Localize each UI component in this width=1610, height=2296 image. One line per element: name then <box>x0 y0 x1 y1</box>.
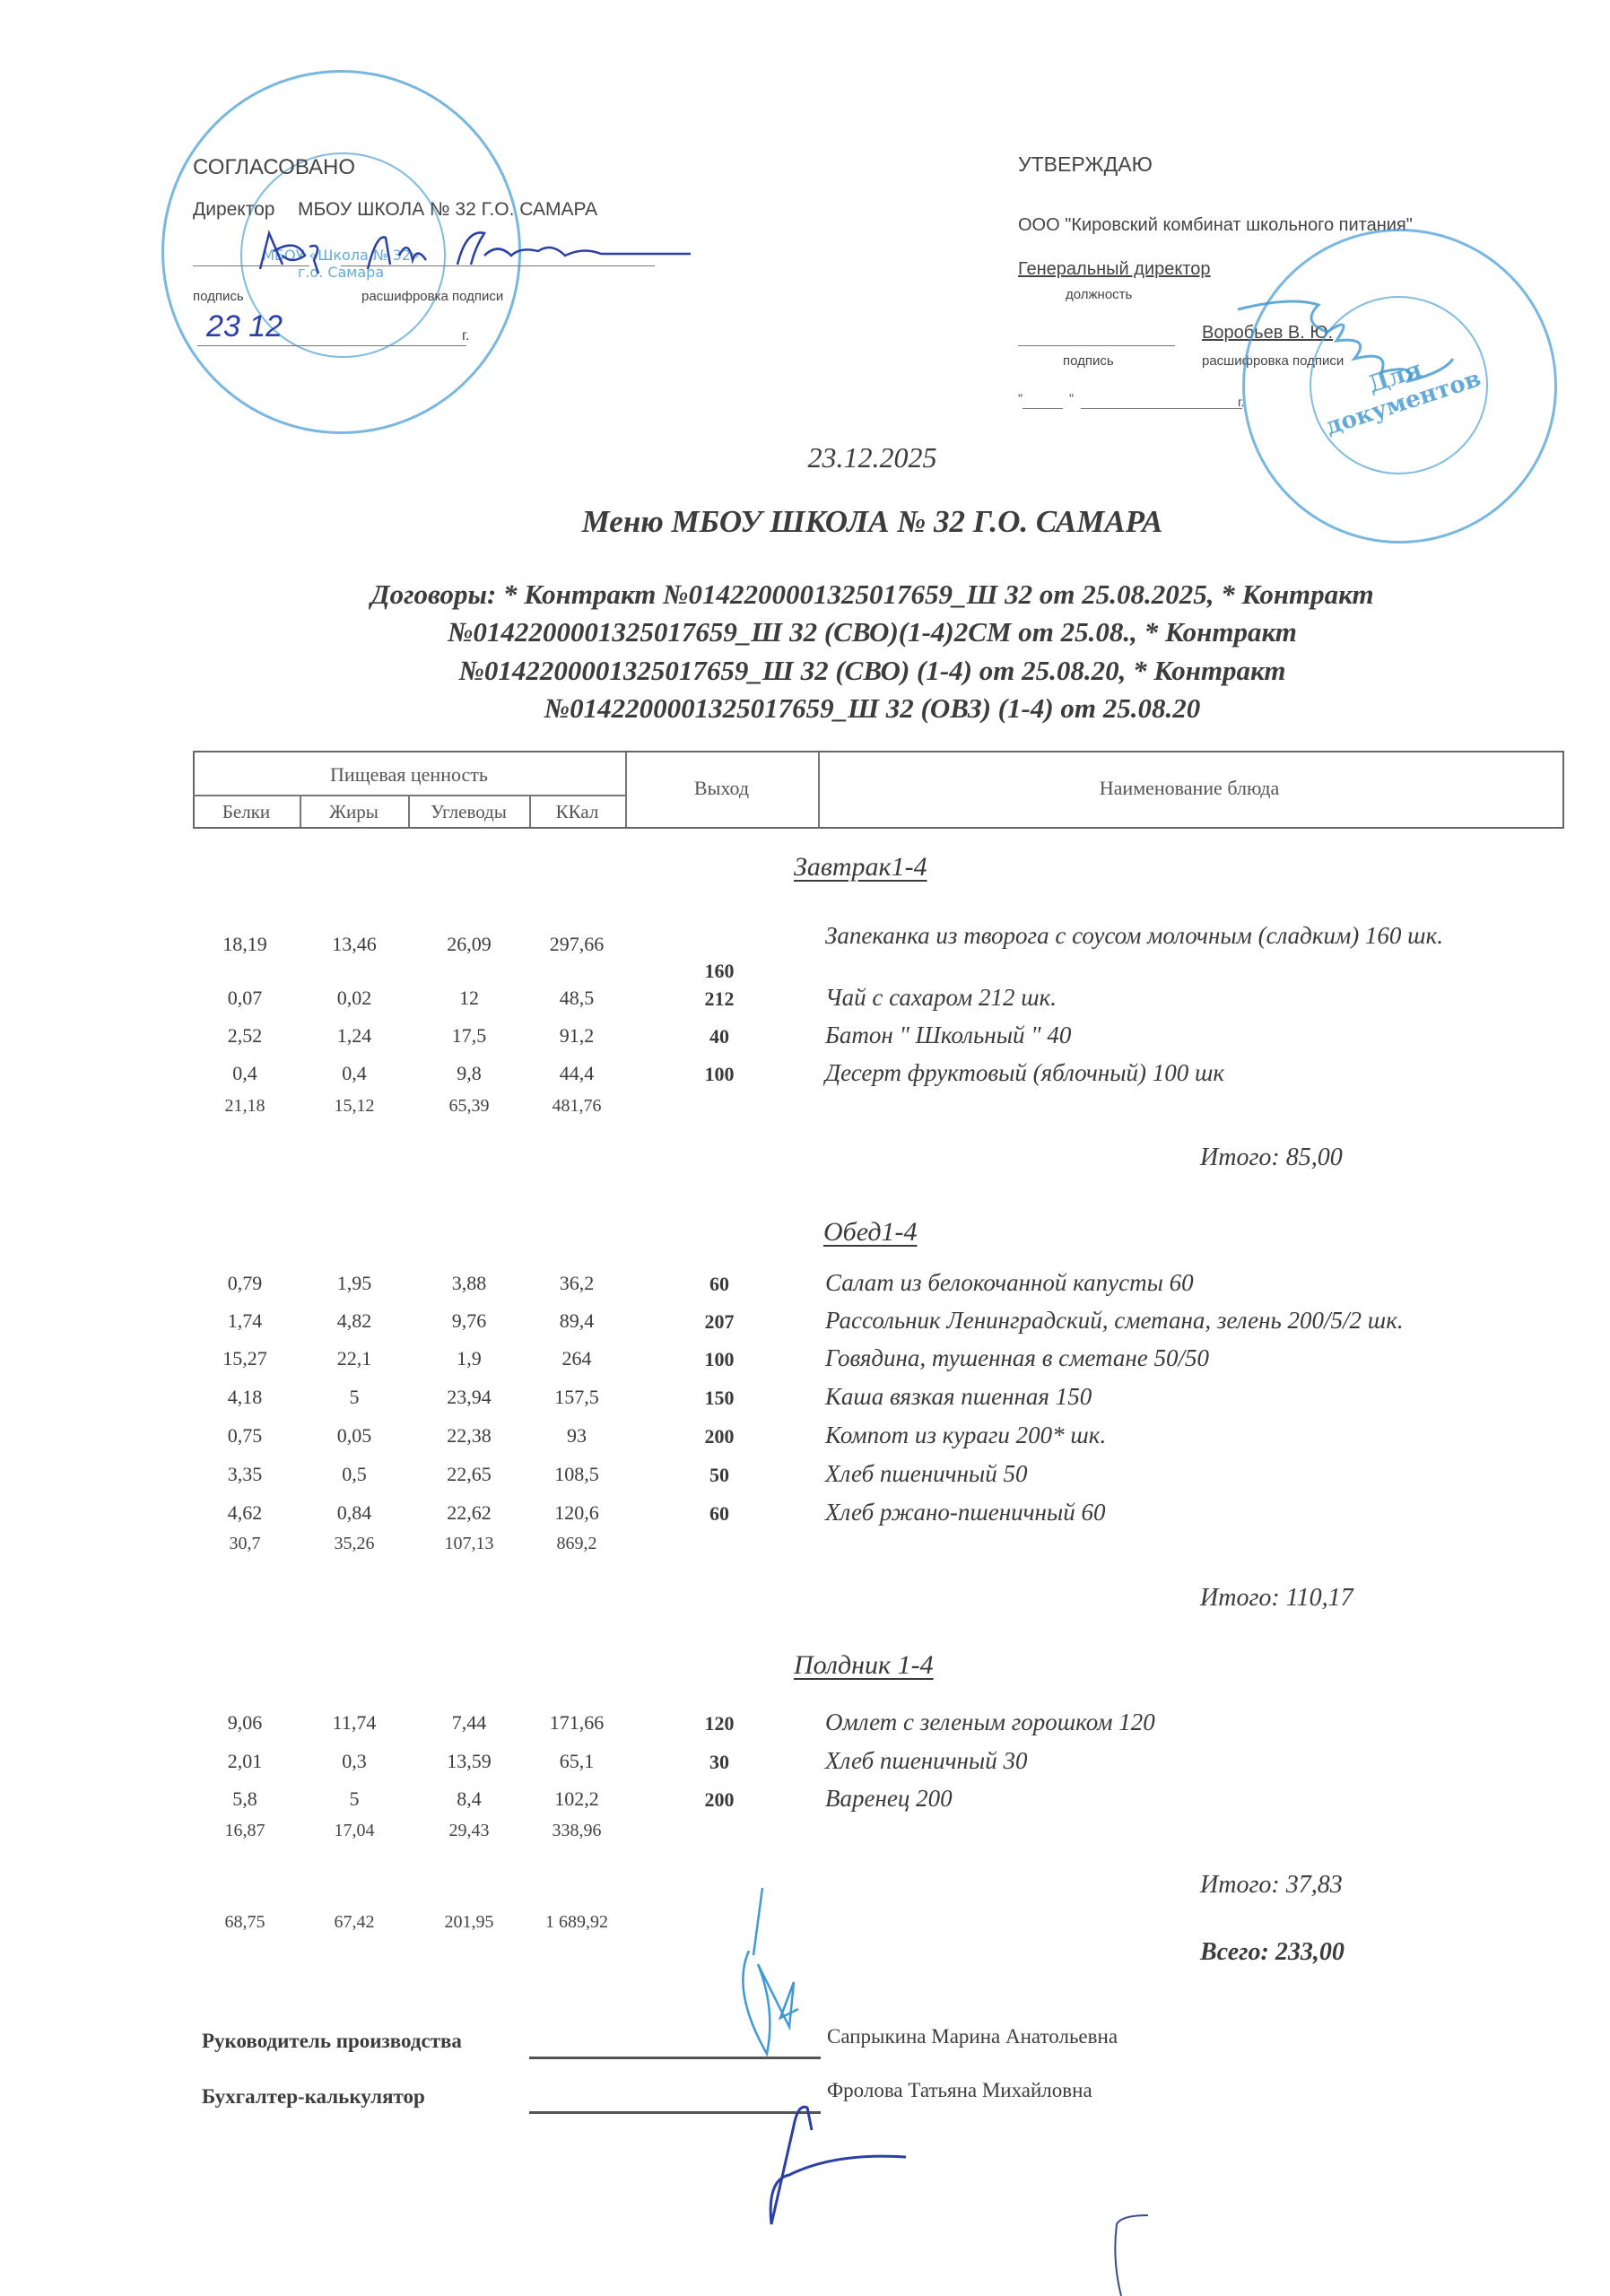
total-fat: 17,04 <box>334 1821 375 1840</box>
cell-carbs: 22,38 <box>447 1424 492 1447</box>
cell-protein: 5,8 <box>232 1787 257 1810</box>
approval-right-date-quote-close: " <box>1069 391 1074 405</box>
approval-right-signature-caption: подпись <box>1063 353 1114 369</box>
cell-fat: 22,1 <box>336 1347 372 1370</box>
approval-right-date-day-line <box>1023 408 1063 409</box>
cell-carbs: 26,09 <box>447 933 492 955</box>
approval-left-signature-caption: подпись <box>193 289 244 304</box>
company-stamp-center-text: Для документов <box>1322 356 1484 441</box>
total-kcal: 869,2 <box>556 1534 597 1553</box>
general-director-signature <box>1238 287 1471 386</box>
cell-carbs: 9,8 <box>457 1062 482 1084</box>
cell-fat: 13,46 <box>332 933 377 955</box>
section-cost <box>1200 1584 1353 1613</box>
cell-fat: 4,82 <box>336 1309 372 1332</box>
cell-dish-name: Хлеб пшеничный 30 <box>825 1747 1028 1774</box>
cell-yield: 100 <box>704 1348 735 1370</box>
section-title: Завтрак1-4 <box>794 852 927 882</box>
cell-protein: 18,19 <box>222 933 267 955</box>
header-dish-name: Наименование блюда <box>1099 777 1280 799</box>
cell-carbs: 17,5 <box>451 1024 487 1047</box>
document-date: 23.12.2025 <box>807 441 937 474</box>
cell-yield: 50 <box>709 1464 729 1486</box>
cell-fat: 0,84 <box>336 1501 372 1524</box>
signature-role-production: Руководитель производства <box>202 2030 462 2052</box>
cell-protein: 9,06 <box>227 1711 263 1734</box>
approval-right-decode-caption: расшифровка подписи <box>1202 353 1345 369</box>
cell-kcal: 44,4 <box>559 1062 595 1084</box>
cell-protein: 0,79 <box>227 1272 263 1294</box>
cell-dish-name: Салат из белокочанной капусты 60 <box>825 1269 1194 1296</box>
cell-dish-name: Десерт фруктовый (яблочный) 100 шк <box>825 1059 1225 1086</box>
total-fat: 35,26 <box>334 1534 375 1553</box>
header-kcal: ККал <box>555 801 599 822</box>
approval-right-year-suffix: г. <box>1238 395 1245 409</box>
section-cost-value: 110,17 <box>1285 1584 1353 1612</box>
cell-protein: 0,75 <box>227 1424 263 1447</box>
cell-carbs: 12 <box>459 987 479 1009</box>
cell-carbs: 13,59 <box>447 1750 492 1772</box>
cell-carbs: 9,76 <box>451 1309 487 1332</box>
cell-protein: 15,27 <box>222 1347 267 1370</box>
cell-kcal: 171,66 <box>549 1711 605 1734</box>
grand-total-fat: 67,42 <box>334 1912 375 1932</box>
cell-carbs: 22,65 <box>447 1463 492 1485</box>
cell-protein: 0,07 <box>227 987 263 1009</box>
approval-left-year-suffix: г. <box>462 328 470 344</box>
contracts-line-3: №0142200001325017659_Ш 32 (СВО) (1-4) от 25.08.20, * Контракт <box>458 655 1286 686</box>
total-kcal: 338,96 <box>552 1821 602 1840</box>
total-carbs: 29,43 <box>448 1821 490 1840</box>
header-nutrition-group: Пищевая ценность <box>330 763 488 786</box>
cell-fat: 11,74 <box>332 1711 377 1734</box>
section-cost-label: Итого: <box>1200 1871 1280 1899</box>
section-cost-value: 85,00 <box>1285 1144 1343 1171</box>
cell-protein: 1,74 <box>227 1309 263 1332</box>
cell-yield: 120 <box>704 1712 735 1735</box>
cell-fat: 0,5 <box>342 1463 367 1485</box>
cell-yield: 200 <box>704 1788 735 1811</box>
cell-dish-name: Батон " Школьный " 40 <box>825 1022 1072 1048</box>
section-cost <box>1200 1144 1343 1172</box>
cell-kcal: 108,5 <box>554 1463 599 1485</box>
director-signature <box>242 220 709 283</box>
cell-dish-name: Компот из кураги 200* шк. <box>825 1422 1107 1448</box>
cell-protein: 2,01 <box>227 1750 263 1772</box>
signature-name-production: Сапрыкина Марина Анатольевна <box>827 2025 1118 2048</box>
grand-total-cost-value: 233,00 <box>1275 1938 1345 1966</box>
section-cost-label: Итого: <box>1200 1584 1280 1612</box>
grand-total-protein: 68,75 <box>224 1912 265 1932</box>
grand-total-cost <box>1200 1938 1345 1967</box>
header-carbs: Углеводы <box>431 801 507 822</box>
cell-kcal: 89,4 <box>559 1309 595 1332</box>
approval-right-date-quote-open: " <box>1018 391 1023 405</box>
cell-yield: 150 <box>704 1387 735 1409</box>
cell-dish-name: Хлеб пшеничный 50 <box>825 1460 1028 1487</box>
cell-kcal: 264 <box>561 1347 592 1370</box>
approval-left-date-line <box>197 345 466 346</box>
approval-left-decode-caption: расшифровка подписи <box>361 289 504 304</box>
approval-left-organization: МБОУ ШКОЛА № 32 Г.О. САМАРА <box>298 199 598 220</box>
production-manager-signature <box>735 1883 843 2063</box>
total-kcal: 481,76 <box>552 1096 602 1116</box>
section-cost <box>1200 1871 1343 1900</box>
grand-total-cost-label: Всего: <box>1200 1938 1269 1966</box>
cell-kcal: 48,5 <box>559 987 595 1009</box>
cell-kcal: 36,2 <box>559 1272 595 1294</box>
cell-dish-name: Рассольник Ленинградский, сметана, зелень 200/5/2 шк. <box>825 1307 1404 1334</box>
contracts-line-1: Договоры: * Контракт №0142200001325017659_Ш 32 от 25.08.2025, * Контракт <box>370 578 1374 610</box>
cell-fat: 0,3 <box>342 1750 367 1772</box>
cell-yield: 40 <box>709 1025 729 1048</box>
approval-right-signature-line <box>1018 345 1175 346</box>
cell-yield: 30 <box>709 1751 729 1773</box>
cell-yield: 160 <box>704 960 735 982</box>
header-protein: Белки <box>222 801 271 822</box>
approval-right-position-caption: должность <box>1066 287 1133 302</box>
section-cost-label: Итого: <box>1200 1144 1280 1171</box>
cell-kcal: 120,6 <box>554 1501 599 1524</box>
cell-fat: 0,05 <box>336 1424 372 1447</box>
cell-carbs: 23,94 <box>447 1386 492 1408</box>
cell-yield: 60 <box>709 1502 729 1525</box>
signature-role-accountant: Бухгалтер-калькулятор <box>202 2085 425 2108</box>
cell-protein: 0,4 <box>232 1062 257 1084</box>
approval-right-organization: ООО "Кировский комбинат школьного питания" <box>1018 215 1413 235</box>
approval-left-date-handwritten: 23 12 <box>206 309 283 344</box>
approval-left-position: Директор <box>193 199 275 220</box>
cell-kcal: 102,2 <box>554 1787 599 1810</box>
cell-dish-name: Хлеб ржано-пшеничный 60 <box>825 1499 1106 1526</box>
cell-dish-name: Варенец 200 <box>825 1785 953 1812</box>
cell-yield: 200 <box>704 1425 735 1448</box>
cell-protein: 2,52 <box>227 1024 263 1047</box>
cell-fat: 0,02 <box>336 987 372 1009</box>
pen-mark <box>1094 2215 1166 2296</box>
school-stamp-center-text: МБОУ «Школа № 32» г.о. Самара <box>262 247 420 281</box>
total-protein: 21,18 <box>224 1096 265 1116</box>
grand-total-carbs: 201,95 <box>444 1912 494 1932</box>
contracts-line-2: №0142200001325017659_Ш 32 (СВО)(1-4)2СМ от 25.08., * Контракт <box>448 616 1297 648</box>
cell-protein: 4,62 <box>227 1501 263 1524</box>
cell-fat: 1,95 <box>336 1272 372 1294</box>
cell-carbs: 1,9 <box>457 1347 482 1370</box>
cell-dish-name: Каша вязкая пшенная 150 <box>825 1383 1092 1410</box>
cell-yield: 207 <box>704 1310 735 1333</box>
total-protein: 30,7 <box>229 1534 261 1553</box>
cell-kcal: 93 <box>567 1424 587 1447</box>
cell-dish-name: Омлет с зеленым горошком 120 <box>825 1709 1155 1735</box>
cell-fat: 0,4 <box>342 1062 367 1084</box>
cell-carbs: 8,4 <box>457 1787 482 1810</box>
cell-dish-name: Запеканка из творога с соусом молочным (сладким) 160 шк. <box>825 922 1443 949</box>
approval-right-name: Воробьев В. Ю. <box>1202 323 1334 343</box>
cell-fat: 5 <box>349 1386 360 1408</box>
total-protein: 16,87 <box>224 1821 265 1840</box>
cell-carbs: 22,62 <box>447 1501 492 1524</box>
cell-yield: 100 <box>704 1063 735 1085</box>
total-carbs: 65,39 <box>448 1096 490 1116</box>
cell-fat: 5 <box>349 1787 360 1810</box>
section-title: Обед1-4 <box>823 1217 918 1247</box>
cell-kcal: 91,2 <box>559 1024 595 1047</box>
approval-right-position: Генеральный директор <box>1018 259 1211 279</box>
header-fat: Жиры <box>329 801 379 822</box>
signature-name-accountant: Фролова Татьяна Михайловна <box>827 2079 1092 2101</box>
approval-left-heading: СОГЛАСОВАНО <box>193 155 356 179</box>
section-title: Полдник 1-4 <box>794 1650 934 1680</box>
total-carbs: 107,13 <box>444 1534 494 1553</box>
cell-dish-name: Чай с сахаром 212 шк. <box>825 984 1057 1011</box>
approval-right-heading: УТВЕРЖДАЮ <box>1018 152 1153 176</box>
header-yield: Выход <box>693 777 750 799</box>
cell-carbs: 3,88 <box>451 1272 487 1294</box>
cell-dish-name: Говядина, тушенная в сметане 50/50 <box>825 1344 1209 1371</box>
contracts-line-4: №0142200001325017659_Ш 32 (ОВЗ) (1-4) от 25.08.20 <box>544 692 1201 724</box>
grand-total-kcal: 1 689,92 <box>545 1912 608 1932</box>
cell-protein: 4,18 <box>227 1386 263 1408</box>
cell-kcal: 157,5 <box>554 1386 599 1408</box>
cell-kcal: 297,66 <box>549 933 605 955</box>
accountant-signature <box>727 2090 906 2224</box>
approval-right-date-month-line <box>1081 408 1242 409</box>
cell-yield: 60 <box>709 1273 729 1295</box>
cell-carbs: 7,44 <box>451 1711 487 1734</box>
total-fat: 15,12 <box>334 1096 375 1116</box>
cell-protein: 3,35 <box>227 1463 263 1485</box>
cell-fat: 1,24 <box>336 1024 372 1047</box>
document-title: Меню МБОУ ШКОЛА № 32 Г.О. САМАРА <box>581 504 1163 539</box>
cell-kcal: 65,1 <box>559 1750 595 1772</box>
section-cost-value: 37,83 <box>1285 1871 1343 1899</box>
cell-yield: 212 <box>704 987 735 1010</box>
